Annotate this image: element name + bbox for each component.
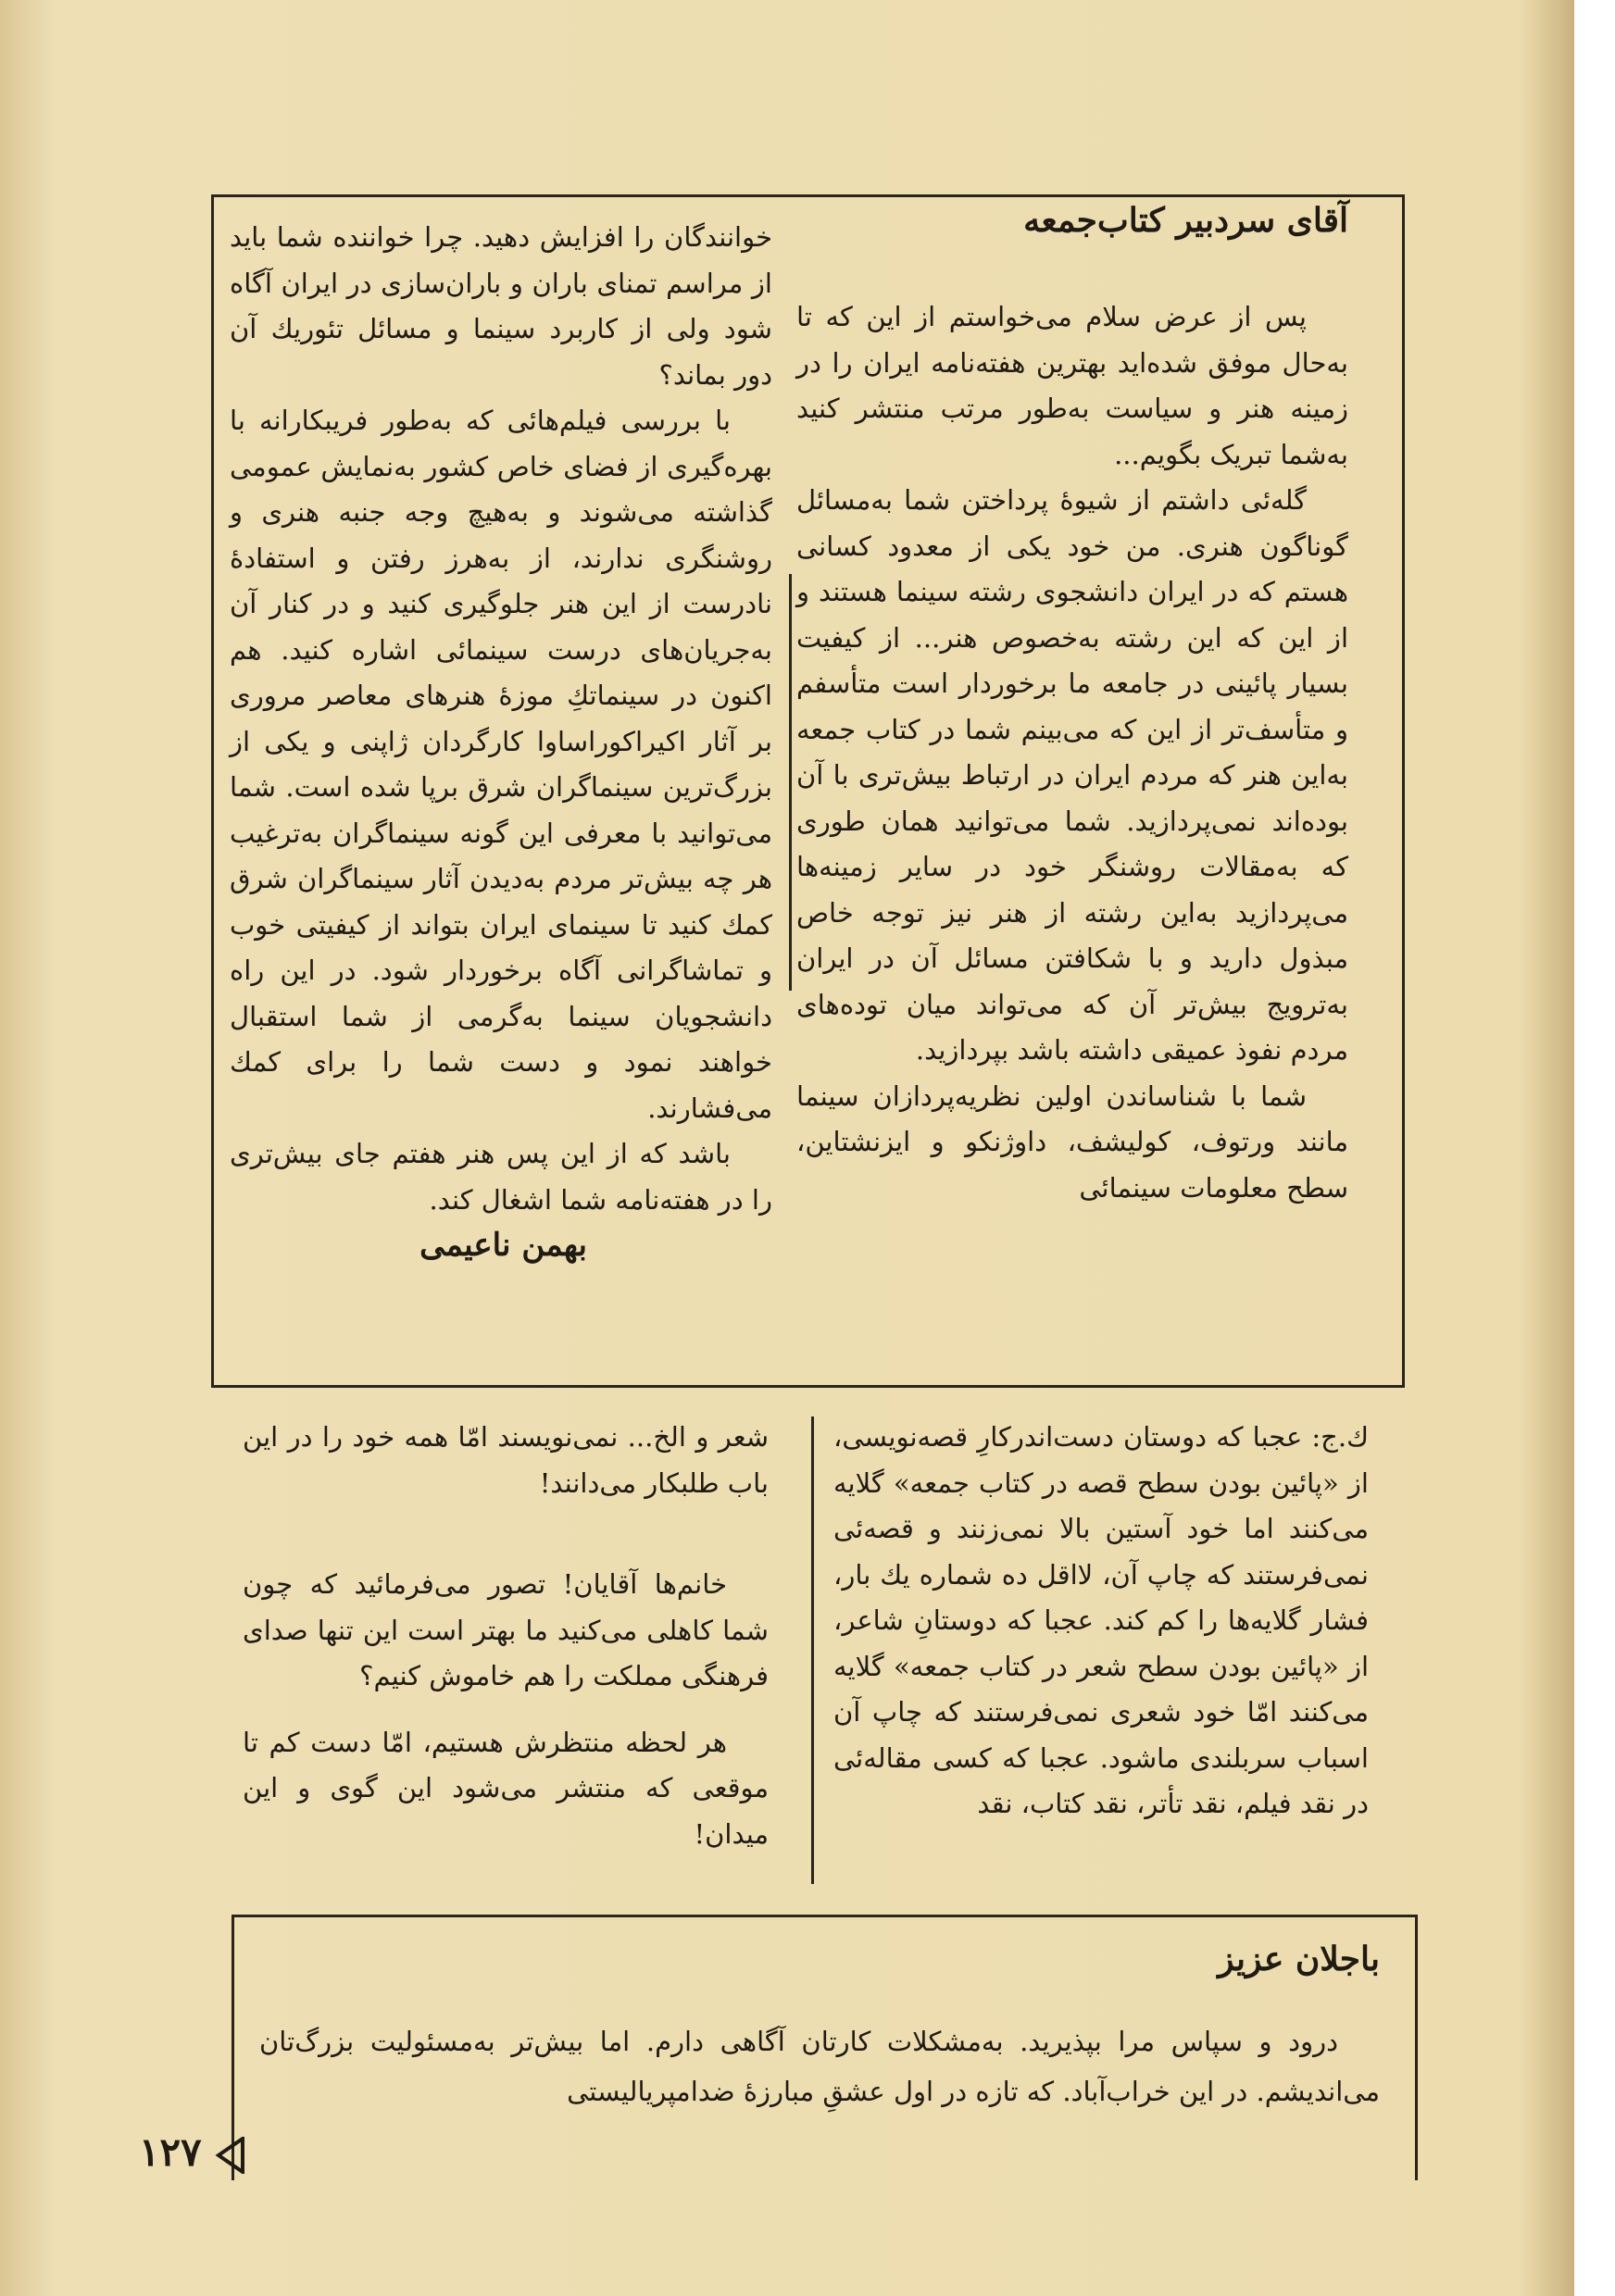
letter1-title: آقای سردبیر کتاب‌جمعه bbox=[1023, 201, 1348, 240]
reply-paragraph: خانم‌ها آقایان! تصور می‌فرمائید که چون شما کاهلی می‌کنید ما بهتر است این تنها صدای فرهنگی مملکت را هم خاموش کنیم؟ bbox=[243, 1568, 769, 1691]
letter1-paragraph: باشد که از این پس هنر هفتم جای بیش‌تری را در هفته‌نامه شما اشغال کند. bbox=[230, 1138, 772, 1216]
reply-paragraph: شعر و الخ... نمی‌نویسند امّا همه خود را در این باب طلبکار می‌دانند! bbox=[243, 1421, 769, 1499]
letter1-paragraph: با بررسی فیلم‌هائی که به‌طور فریبکارانه با بهره‌گیری از فضای خاص کشور به‌نمایش عمومی گذاشته می‌شوند و به‌هیچ وجه جنبه هنری و روشنگری ندارند، از به‌هرز رفتن و استفادهٔ نادرست از این هنر جلوگیری کنید و در کنار آن به‌جریان‌های درست سینمائی اشاره کنید. هم اکنون در سینماتكِ موزهٔ هنرهای معاصر مروری بر آثار اکیراکوراساوا کارگردان ژاپنی و یکی از بزرگ‌ترین سینماگران شرق برپا شده است. شما می‌توانید با معرفی این گونه سینماگران به‌ترغیب هر چه بیش‌تر مردم به‌دیدن آثار سینماگران شرق کمك کنید تا سینمای ایران بتواند از کیفیتی خوب و تماشاگرانی آگاه برخوردار شود. در این راه دانشجویان سینما به‌گرمی از شما استقبال خواهند نمود و دست شما را برای کمك می‌فشارند. bbox=[230, 405, 772, 1124]
letter1-left-column bbox=[230, 215, 772, 1269]
letter1-paragraph: گله‌ئی داشتم از شیوهٔ پرداختن شما به‌مسائل گوناگون هنری. من خود یکی از معدود کسانی هستم که در ایران دانشجوی رشته سینما هستند و از این که این رشته به‌خصوص هنر... از کیفیت بسیار پائینی در جامعه ما برخوردار است متأسفم و متأسف‌تر از این که می‌بینم شما در کتاب جمعه به‌این هنر که مردم ایران در ارتباط بیش‌تری با آن بوده‌اند نمی‌پردازید. شما می‌توانید همان طوری که به‌مقالات روشنگر خود در سایر زمینه‌ها می‌پردازید به‌این رشته از هنر نیز توجه خاص مبذول دارید و با شکافتن مسائل آن در ایران به‌ترویج بیش‌تر آن که می‌تواند میان توده‌های مردم نفوذ عمیقی داشته باشد بپردازید. bbox=[796, 484, 1348, 1066]
reply-paragraph: هر لحظه منتظرش هستیم، امّا دست کم تا موقعی که منتشر می‌شود این گوی و این میدان! bbox=[243, 1726, 769, 1850]
letter1-paragraph: پس از عرض سلام می‌خواستم از این که تا به‌حال موفق شده‌اید بهترین هفته‌نامه ایران را در زمینه هنر و سیاست به‌طور مرتب منتشر کنید به‌شما تبریک بگویم... bbox=[796, 301, 1348, 470]
reply-left-column bbox=[243, 1415, 769, 1857]
letter1-paragraph: شما با شناساندن اولین نظریه‌پردازان سینما مانند ورتوف، کولیشف، داوژنکو و ایزنشتاین، سطح معلومات سینمائی bbox=[796, 1079, 1348, 1204]
reply-paragraph: ك.ج: عجبا که دوستان دست‌اندرکارِ قصه‌نویسی، از «پائین بودن سطح قصه در کتاب جمعه» گلایه می‌کنند اما خود آستین بالا نمی‌زنند و قصه‌ئی نمی‌فرستند که چاپ آن، لااقل ده شماره یك بار، فشار گلایه‌ها را کم کند. عجبا که دوستانِ شاعر، از «پائین بودن سطح شعر در کتاب جمعه» گلایه می‌کنند امّا خود شعری نمی‌فرستند که چاپ آن اسباب سربلندی ماشود. عجبا که کسی مقاله‌ئی در نقد فیلم، نقد تأتر، نقد کتاب، نقد bbox=[833, 1421, 1369, 1819]
letter1-signature: بهمن ناعیمی bbox=[419, 1227, 587, 1264]
letter2-block bbox=[259, 1935, 1380, 2116]
reply-right-column bbox=[833, 1415, 1369, 1828]
page-number bbox=[139, 2129, 246, 2175]
reply-column-divider bbox=[811, 1416, 814, 1884]
column-divider bbox=[789, 574, 792, 991]
letter1-paragraph: خوانندگان را افزایش دهید. چرا خواننده شما باید از مراسم تمنای باران و باران‌سازی در ایران آگاه شود ولی از کاربرد سینما و مسائل تئوریك آن دور بماند؟ bbox=[230, 221, 772, 391]
letter2-title: باجلان عزیز bbox=[1218, 1940, 1380, 1978]
letter1-right-column bbox=[796, 196, 1348, 1211]
page-number-text: ۱۲۷ bbox=[139, 2129, 202, 2175]
triangle-marker-icon bbox=[215, 2137, 246, 2174]
letter2-paragraph: درود و سپاس مرا بپذیرید. به‌مشکلات کارتان آگاهی دارم. اما بیش‌تر به‌مسئولیت بزرگ‌تان می‌اندیشم. در این خراب‌آباد. که تازه در اول عشقِ مبارزهٔ ضدامپریالیستی bbox=[259, 2026, 1380, 2107]
